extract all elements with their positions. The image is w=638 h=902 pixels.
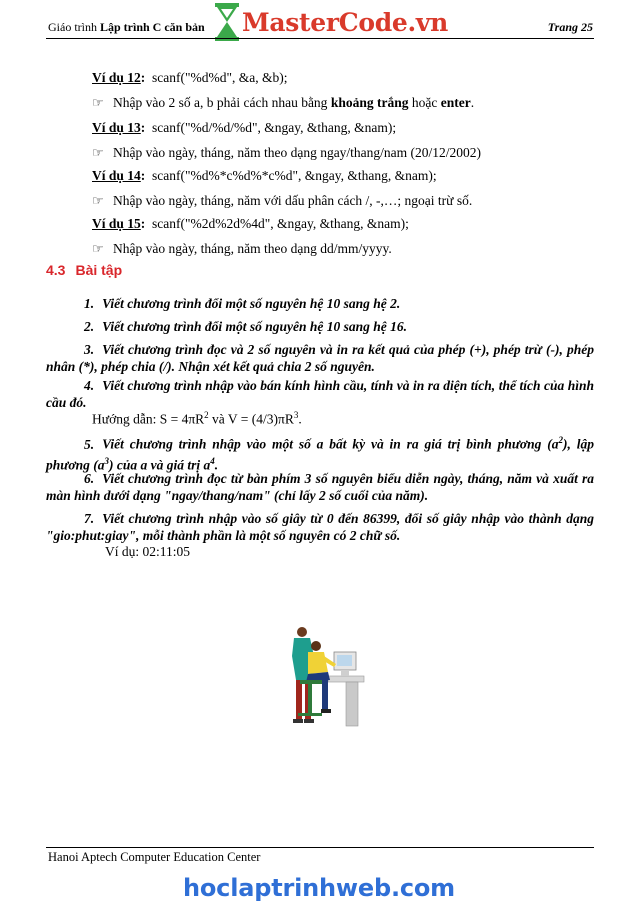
exercise-3: 3. Viết chương trình đọc và 2 số nguyên và in ra kết quả của phép (+), phép trừ (-), phép nhân (*), phép chia (/). Nhận xét kết quả chia 2 số nguyên. [46,342,594,374]
computer-users-clipart [270,620,370,730]
example-15-hint: ☞ Nhập vào ngày, tháng, năm theo dạng dd/mm/yyyy. [92,241,392,256]
watermark: hoclaptrinhweb.com [183,874,455,902]
example-14: Ví dụ 14: scanf("%d%*c%d%*c%d", &ngay, &thang, &nam); [92,168,437,183]
exercise-1: 1. Viết chương trình đổi một số nguyên hệ 10 sang hệ 2. [84,296,401,311]
exercise-2: 2. Viết chương trình đổi một số nguyên hệ 10 sang hệ 16. [84,319,408,334]
mastercode-logo [212,2,448,42]
footer-text: Hanoi Aptech Computer Education Center [48,850,261,864]
exercise-4: 4. Viết chương trình nhập vào bán kính hình cầu, tính và in ra diện tích, thể tích của hình cầu đó. [46,378,594,410]
page-number: Trang 25 [547,20,593,34]
exercise-7: 7. Viết chương trình nhập vào số giây từ 0 đến 86399, đổi số giây nhập vào thành dạng "gio:phut:giay", mỗi thành phần là một số nguyên có 2 chữ số. [46,511,594,543]
exercise-7-example: Ví dụ: 02:11:05 [105,544,191,559]
example-12-hint: ☞ Nhập vào 2 số a, b phải cách nhau bằng khoảng trắng hoặc enter. [92,95,475,110]
pointing-hand-icon: ☞ [92,193,104,208]
footer-divider [46,847,594,848]
pointing-hand-icon: ☞ [92,145,104,160]
example-13-hint: ☞ Nhập vào ngày, tháng, năm theo dạng ngay/thang/nam (20/12/2002) [92,145,482,160]
exercise-5: 5. Viết chương trình nhập vào một số a bất kỳ và in ra giá trị bình phương $(a^2)$, lập phương $(a^3)$ của a và giá trị $a^4$. [46,435,594,472]
logo-text: MasterCode.vn [242,7,449,37]
header-course-title: Giáo trình Lập trình C căn bản [48,20,205,34]
example-12: Ví dụ 12: scanf("%d%d", &a, &b); [92,70,288,85]
section-heading: 4.3 Bài tập [46,262,123,278]
example-14-hint: ☞ Nhập vào ngày, tháng, năm với dấu phân cách /, -,…; ngoại trừ số. [92,193,473,208]
exercise-6: 6. Viết chương trình đọc từ bàn phím 3 số nguyên biểu diễn ngày, tháng, năm và xuất ra màn hình dưới dạng "ngay/thang/nam" (chỉ lấy 2 số cuối của năm). [46,471,594,503]
exercise-4-hint: Hướng dẫn: $S = 4\pi R^2$ và $V = (4/3)\pi R^3$. [92,410,302,427]
pointing-hand-icon: ☞ [92,241,104,256]
hourglass-icon [212,2,242,42]
header-divider [46,38,594,39]
example-13: Ví dụ 13: scanf("%d/%d/%d", &ngay, &thang, &nam); [92,120,397,135]
example-15: Ví dụ 15: scanf("%2d%2d%4d", &ngay, &thang, &nam); [92,216,409,231]
pointing-hand-icon: ☞ [92,95,104,110]
